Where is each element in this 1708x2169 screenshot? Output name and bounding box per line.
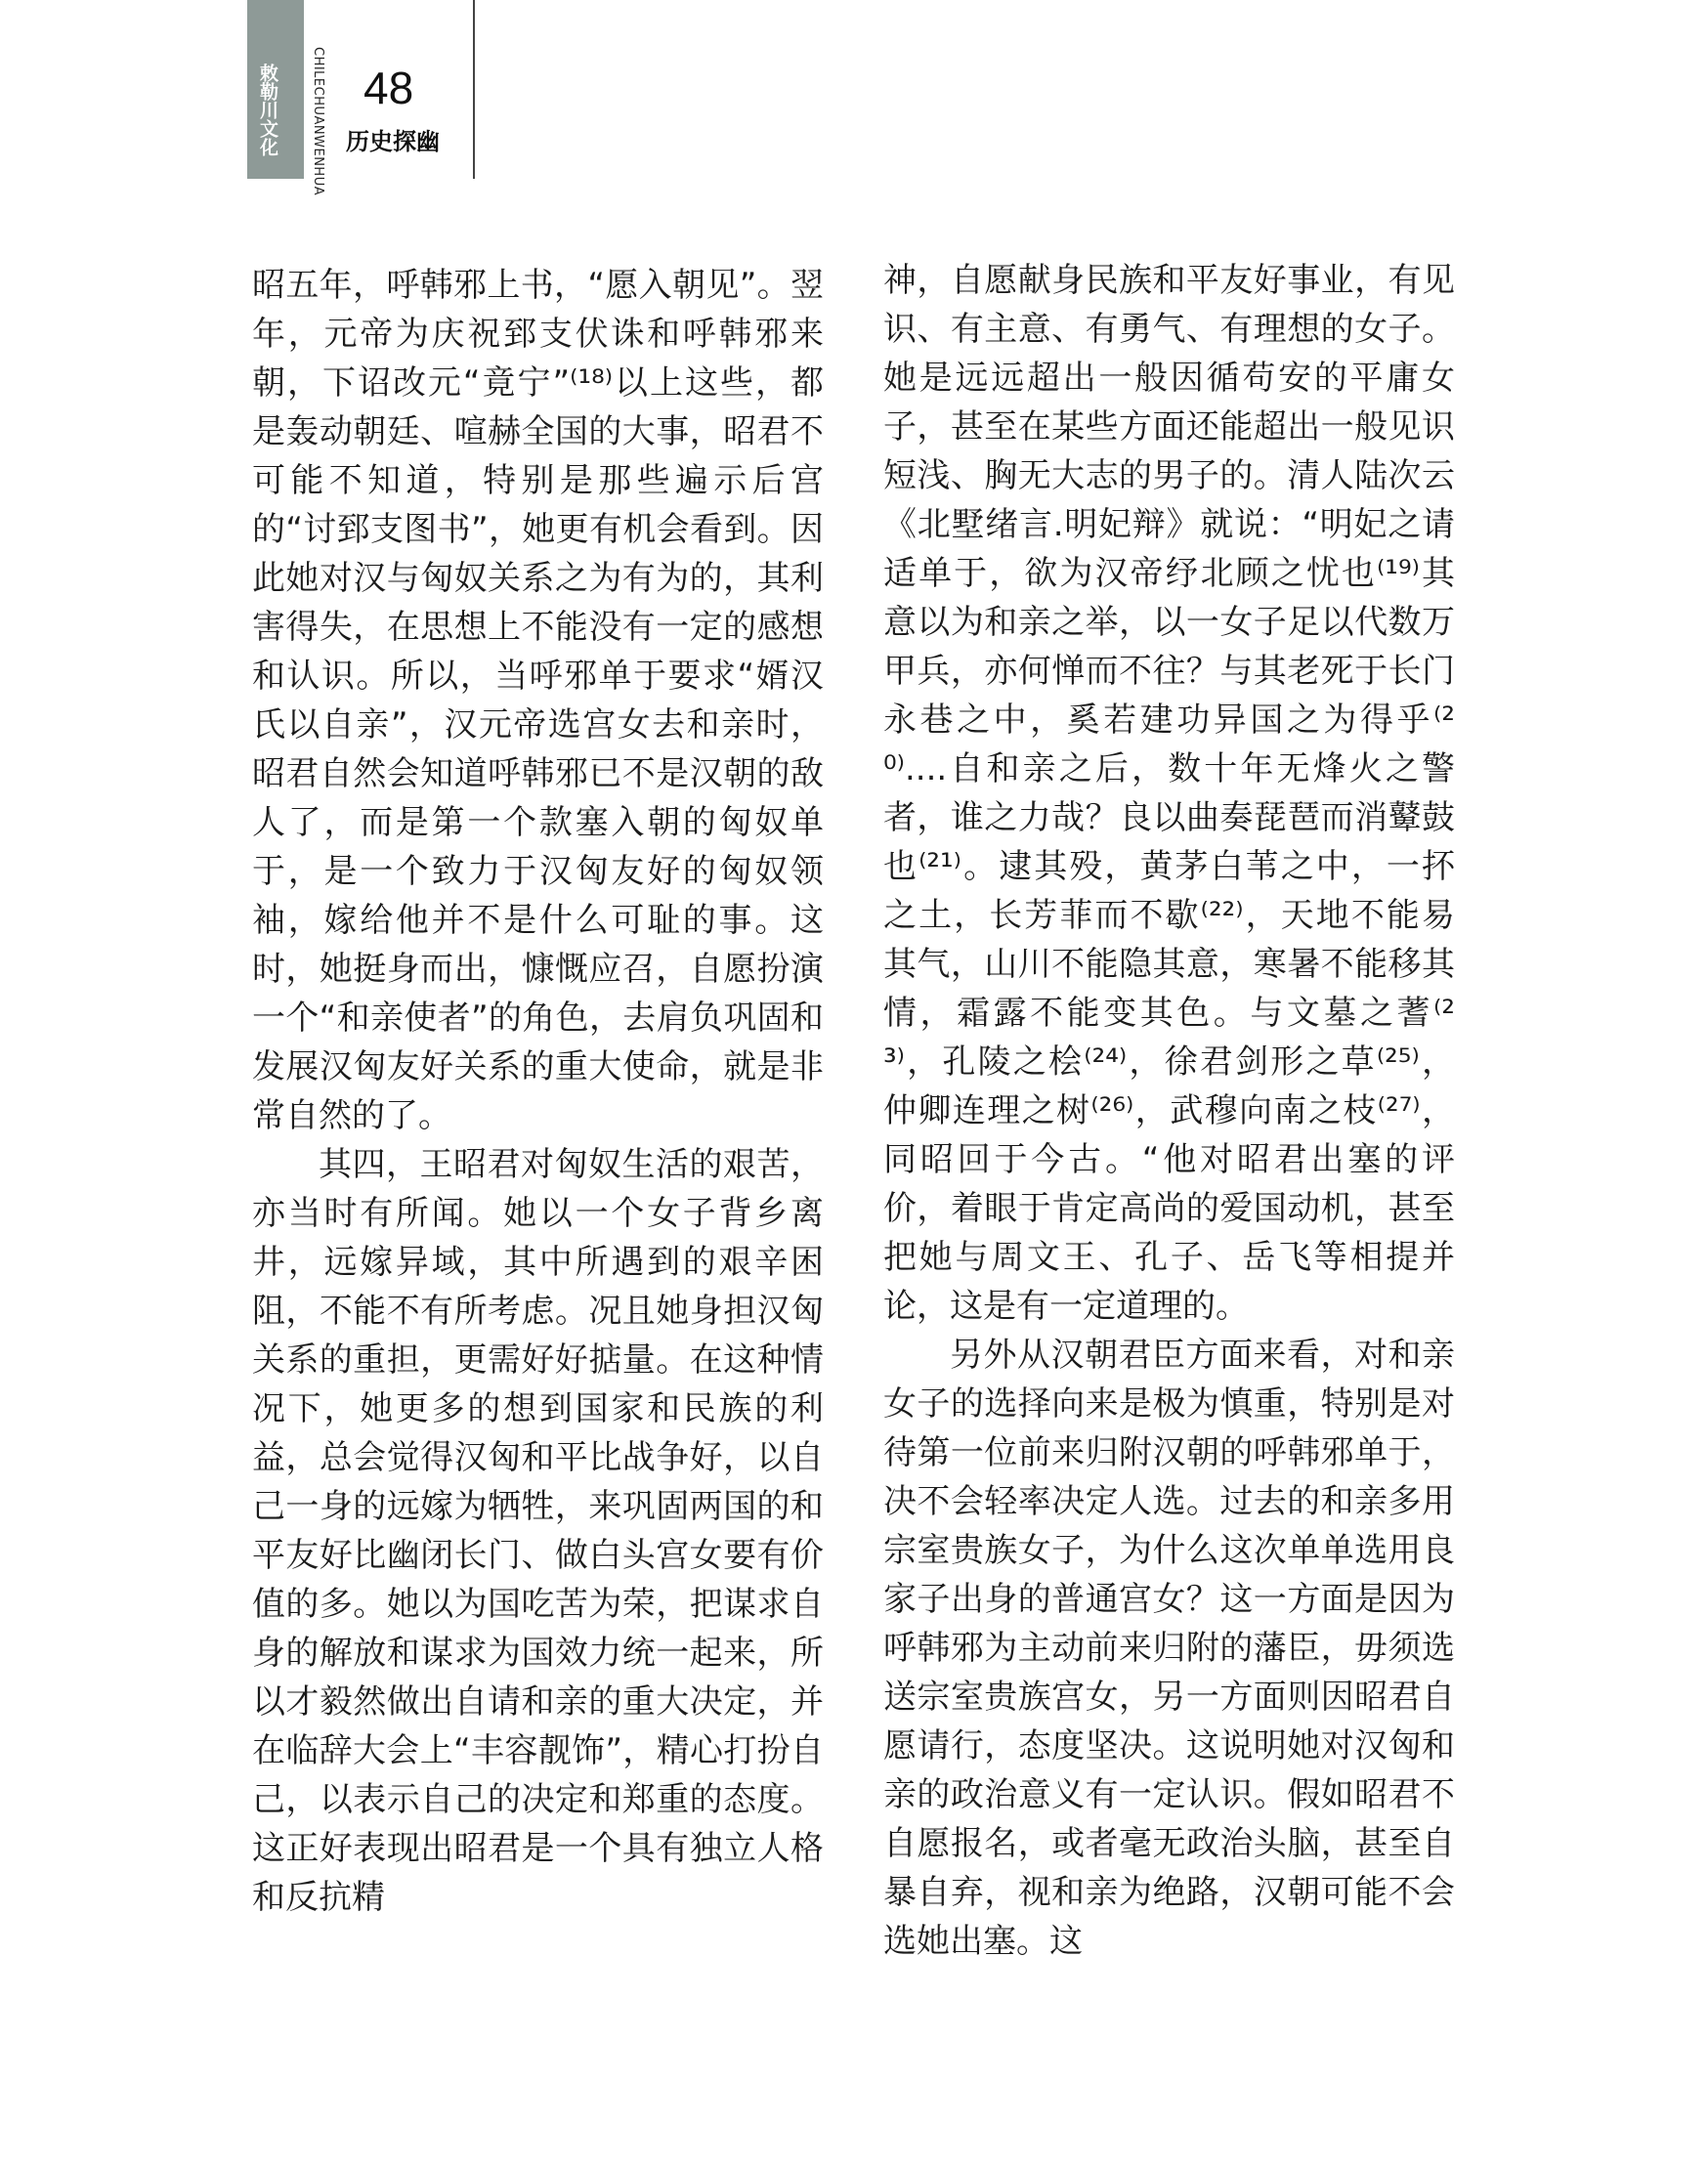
right-paragraph-2: 另外从汉朝君臣方面来看，对和亲女子的选择向来是极为慎重，特别是对待第一位前来归附汉朝的呼韩邪单于，决不会轻率决定人选。过去的和亲多用宗室贵族女子，为什么这次单单选用良家子出身的普通宫女？这一方面是因为呼韩邪为主动前来归附的藩臣，毋须选送宗室贵族宫女，另一方面则因昭君自愿请行，态度坚决。这说明她对汉匈和亲的政治意义有一定认识。假如昭君不自愿报名，或者毫无政治头脑，甚至自暴自弃，视和亲为绝路，汉朝可能不会选她出塞。这	[883, 1336, 1455, 1961]
magazine-tab	[247, 0, 304, 179]
right-column	[883, 256, 1455, 1966]
left-paragraph-2: 其四，王昭君对匈奴生活的艰苦，亦当时有所闻。她以一个女子背乡离井，远嫁异域，其中所遇到的艰辛困阻，不能不有所考虑。况且她身担汉匈关系的重担，更需好好掂量。在这种情况下，她更多的想到国家和民族的利益，总会觉得汉匈和平比战争好，以自己一身的远嫁为牺牲，来巩固两国的和平友好比幽闭长门、做白头宫女要有价值的多。她以为国吃苦为荣，把谋求自身的解放和谋求为国效力统一起来，所以才毅然做出自请和亲的重大决定，并在临辞大会上“丰容靓饰”，精心打扮自己，以表示自己的决定和郑重的态度。这正好表现出昭君是一个具有独立人格和反抗精	[252, 1145, 824, 1917]
right-paragraph-1: 神，自愿献身民族和平友好事业，有见识、有主意、有勇气、有理想的女子。她是远远超出一般因循苟安的平庸女子，甚至在某些方面还能超出一般见识短浅、胸无大志的男子的。清人陆次云《北墅绪言.明妃辩》就说：“明妃之请适单于，欲为汉帝纾北顾之忧也⁽¹⁹⁾其意以为和亲之举，以一女子足以代数万甲兵，亦何惮而不往？与其老死于长门永巷之中，奚若建功异国之为得乎⁽²⁰⁾....自和亲之后，数十年无烽火之警者，谁之力哉？良以曲奏琵琶而消鼙鼓也⁽²¹⁾。逮其殁，黄茅白苇之中，一抔之土，长芳菲而不歇⁽²²⁾，天地不能易其气，山川不能隐其意，寒暑不能移其情，霜露不能变其色。与文墓之蓍⁽²³⁾，孔陵之桧⁽²⁴⁾，徐君剑形之草⁽²⁵⁾，仲卿连理之树⁽²⁶⁾，武穆向南之枝⁽²⁷⁾，同昭回于今古。“他对昭君出塞的评价，着眼于肯定高尚的爱国动机，甚至把她与周文王、孔子、岳飞等相提并论，这是有一定道理的。	[883, 261, 1455, 1326]
left-column	[252, 261, 824, 1922]
magazine-name	[255, 47, 277, 172]
section-title: 历史探幽	[346, 128, 440, 155]
left-paragraph-1: 昭五年，呼韩邪上书，“愿入朝见”。翌年，元帝为庆祝郅支伏诛和呼韩邪来朝，下诏改元“竟宁”⁽¹⁸⁾以上这些，都是轰动朝廷、喧赫全国的大事，昭君不可能不知道，特别是那些遍示后宫的“讨郅支图书”，她更有机会看到。因此她对汉与匈奴关系之为有为的，其利害得失，在思想上不能没有一定的感想和认识。所以，当呼邪单于要求“婿汉氏以自亲”，汉元帝选宫女去和亲时，昭君自然会知道呼韩邪已不是汉朝的敌人了，而是第一个款塞入朝的匈奴单于，是一个致力于汉匈友好的匈奴领袖，嫁给他并不是什么可耻的事。这时，她挺身而出，慷慨应召，自愿扮演一个“和亲使者”的角色，去肩负巩固和发展汉匈友好关系的重大使命，就是非常自然的了。	[252, 266, 824, 1135]
magazine-pinyin: CHILECHUANWENHUA	[311, 47, 325, 196]
header-divider	[473, 0, 475, 179]
magazine-name-text: 敕勒川文化	[257, 63, 278, 156]
page-number: 48	[363, 63, 414, 113]
